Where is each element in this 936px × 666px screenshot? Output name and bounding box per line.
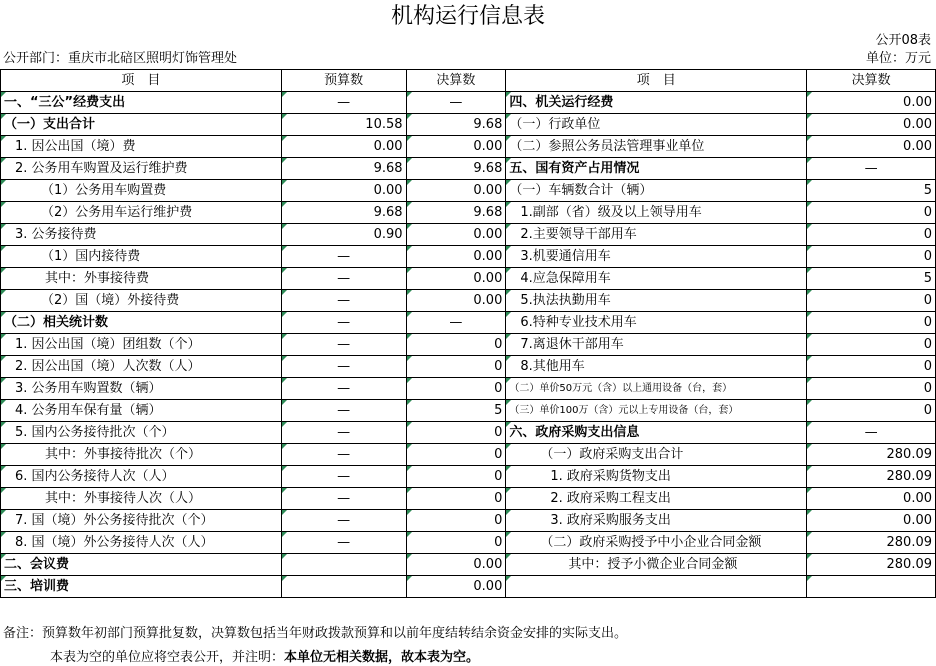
table-row xyxy=(1,268,936,290)
budget-cell: 0.00 xyxy=(281,180,406,202)
budget-cell: — xyxy=(281,268,406,290)
budget-cell: — xyxy=(281,290,406,312)
table-row xyxy=(1,488,936,510)
right-item-cell xyxy=(506,576,807,598)
right-final-cell: 0.00 xyxy=(807,488,936,510)
budget-cell: 9.68 xyxy=(281,202,406,224)
budget-cell xyxy=(281,576,406,598)
left-item-cell: 3. 公务用车购置数（辆） xyxy=(1,378,282,400)
table-row xyxy=(1,510,936,532)
right-final-cell xyxy=(807,576,936,598)
left-item-cell: 二、会议费 xyxy=(1,554,282,576)
footnote-bold: 本单位无相关数据，故本表为空。 xyxy=(284,650,480,665)
left-item-cell: （二）相关统计数 xyxy=(1,312,282,334)
final-cell: 0.00 xyxy=(406,224,506,246)
right-item-cell: 3. 政府采购服务支出 xyxy=(506,510,807,532)
right-item-cell: 4.应急保障用车 xyxy=(506,268,807,290)
right-final-cell: 0 xyxy=(807,378,936,400)
table-number: 公开08表 xyxy=(875,33,931,48)
final-cell: 0.00 xyxy=(406,554,506,576)
budget-cell: — xyxy=(281,532,406,554)
final-cell: 9.68 xyxy=(406,114,506,136)
header-right-item: 项 目 xyxy=(506,70,807,92)
table-row xyxy=(1,378,936,400)
table-row xyxy=(1,158,936,180)
final-cell: — xyxy=(406,92,506,114)
left-item-cell: 其中：外事接待批次（个） xyxy=(1,444,282,466)
budget-cell: 0.00 xyxy=(281,136,406,158)
header-right-final: 决算数 xyxy=(807,70,936,92)
budget-cell: 10.58 xyxy=(281,114,406,136)
right-final-cell: 0 xyxy=(807,202,936,224)
final-cell: 0 xyxy=(406,532,506,554)
right-final-cell: 280.09 xyxy=(807,444,936,466)
right-final-cell: 0 xyxy=(807,356,936,378)
right-item-cell: （一）政府采购支出合计 xyxy=(506,444,807,466)
left-item-cell: 其中：外事接待费 xyxy=(1,268,282,290)
right-item-cell: 6.特种专业技术用车 xyxy=(506,312,807,334)
right-final-cell: 280.09 xyxy=(807,466,936,488)
page-title: 机构运行信息表 xyxy=(390,4,545,29)
header-left-item: 项 目 xyxy=(1,70,282,92)
right-item-cell: （一）行政单位 xyxy=(506,114,807,136)
final-cell: 0.00 xyxy=(406,268,506,290)
right-item-cell: 六、政府采购支出信息 xyxy=(506,422,807,444)
final-cell: 0.00 xyxy=(406,290,506,312)
right-item-cell: 1. 政府采购货物支出 xyxy=(506,466,807,488)
right-final-cell: 5 xyxy=(807,268,936,290)
header-final: 决算数 xyxy=(406,70,506,92)
left-item-cell: 7. 国（境）外公务接待批次（个） xyxy=(1,510,282,532)
budget-cell: — xyxy=(281,444,406,466)
right-final-cell: — xyxy=(807,158,936,180)
right-final-cell: 0 xyxy=(807,400,936,422)
final-cell: 9.68 xyxy=(406,158,506,180)
right-item-cell: （二）参照公务员法管理事业单位 xyxy=(506,136,807,158)
final-cell: 0 xyxy=(406,488,506,510)
right-item-cell: 8.其他用车 xyxy=(506,356,807,378)
final-cell: 0.00 xyxy=(406,180,506,202)
right-item-cell: （一）车辆数合计（辆） xyxy=(506,180,807,202)
right-item-cell: 2. 政府采购工程支出 xyxy=(506,488,807,510)
table-row xyxy=(1,466,936,488)
left-item-cell: （2）公务用车运行维护费 xyxy=(1,202,282,224)
budget-cell: — xyxy=(281,246,406,268)
budget-cell: — xyxy=(281,510,406,532)
left-item-cell: 8. 国（境）外公务接待人次（人） xyxy=(1,532,282,554)
table-row xyxy=(1,92,936,114)
table-row xyxy=(1,444,936,466)
final-cell: 0 xyxy=(406,334,506,356)
final-cell: 0.00 xyxy=(406,136,506,158)
budget-cell: — xyxy=(281,92,406,114)
table-row xyxy=(1,136,936,158)
right-final-cell: 5 xyxy=(807,180,936,202)
table-row xyxy=(1,554,936,576)
budget-cell xyxy=(281,554,406,576)
left-item-cell: 三、培训费 xyxy=(1,576,282,598)
left-item-cell: 1. 因公出国（境）团组数（个） xyxy=(1,334,282,356)
right-final-cell: 280.09 xyxy=(807,532,936,554)
final-cell: 0.00 xyxy=(406,576,506,598)
right-item-cell: 2.主要领导干部用车 xyxy=(506,224,807,246)
right-item-cell: （二）单价50万元（含）以上通用设备（台，套） xyxy=(506,378,807,400)
right-item-cell: 1.副部（省）级及以上领导用车 xyxy=(506,202,807,224)
right-final-cell: 0.00 xyxy=(807,114,936,136)
final-cell: 0 xyxy=(406,378,506,400)
budget-cell: — xyxy=(281,356,406,378)
final-cell: 0.00 xyxy=(406,246,506,268)
left-item-cell: 3. 公务接待费 xyxy=(1,224,282,246)
right-final-cell: 0 xyxy=(807,224,936,246)
final-cell: 9.68 xyxy=(406,202,506,224)
table-row xyxy=(1,312,936,334)
budget-cell: — xyxy=(281,378,406,400)
left-item-cell: 4. 公务用车保有量（辆） xyxy=(1,400,282,422)
right-final-cell: 0 xyxy=(807,246,936,268)
right-item-cell: 5.执法执勤用车 xyxy=(506,290,807,312)
header-budget: 预算数 xyxy=(281,70,406,92)
right-item-cell: 五、国有资产占用情况 xyxy=(506,158,807,180)
left-item-cell: （一）支出合计 xyxy=(1,114,282,136)
right-final-cell: 0 xyxy=(807,312,936,334)
table-row xyxy=(1,180,936,202)
table-row xyxy=(1,202,936,224)
left-item-cell: （1）公务用车购置费 xyxy=(1,180,282,202)
table-row xyxy=(1,400,936,422)
department-label: 公开部门：重庆市北碚区照明灯饰管理处 xyxy=(3,51,238,66)
right-final-cell: 0 xyxy=(807,290,936,312)
left-item-cell: 2. 公务用车购置及运行维护费 xyxy=(1,158,282,180)
right-item-cell: 7.离退休干部用车 xyxy=(506,334,807,356)
final-cell: 0 xyxy=(406,444,506,466)
info-table xyxy=(0,69,936,598)
footnote-remark: 备注：预算数年初部门预算批复数，决算数包括当年财政拨款预算和以前年度结转结余资金安排的实际支出。 xyxy=(3,626,628,641)
footnote-prefix: 本表为空的单位应将空表公开，并注明： xyxy=(50,650,285,665)
budget-cell: — xyxy=(281,334,406,356)
table-row xyxy=(1,576,936,598)
left-item-cell: 其中：外事接待人次（人） xyxy=(1,488,282,510)
final-cell: — xyxy=(406,312,506,334)
right-final-cell: — xyxy=(807,422,936,444)
table-row xyxy=(1,290,936,312)
right-final-cell: 0.00 xyxy=(807,510,936,532)
right-item-cell: 四、机关运行经费 xyxy=(506,92,807,114)
right-final-cell: 0 xyxy=(807,334,936,356)
final-cell: 0 xyxy=(406,422,506,444)
table-row xyxy=(1,532,936,554)
right-item-cell: （三）单价100万（含）元以上专用设备（台，套） xyxy=(506,400,807,422)
right-final-cell: 0.00 xyxy=(807,92,936,114)
left-item-cell: 5. 国内公务接待批次（个） xyxy=(1,422,282,444)
final-cell: 0 xyxy=(406,510,506,532)
left-item-cell: 一、“三公”经费支出 xyxy=(1,92,282,114)
left-item-cell: 2. 因公出国（境）人次数（人） xyxy=(1,356,282,378)
table-row xyxy=(1,334,936,356)
final-cell: 0 xyxy=(406,356,506,378)
header-row xyxy=(1,70,936,92)
budget-cell: — xyxy=(281,312,406,334)
budget-cell: — xyxy=(281,488,406,510)
table-row xyxy=(1,356,936,378)
left-item-cell: （1）国内接待费 xyxy=(1,246,282,268)
budget-cell: — xyxy=(281,400,406,422)
right-final-cell: 0.00 xyxy=(807,136,936,158)
left-item-cell: 1. 因公出国（境）费 xyxy=(1,136,282,158)
table-row xyxy=(1,246,936,268)
left-item-cell: （2）国（境）外接待费 xyxy=(1,290,282,312)
right-final-cell: 280.09 xyxy=(807,554,936,576)
table-row xyxy=(1,224,936,246)
final-cell: 5 xyxy=(406,400,506,422)
budget-cell: 9.68 xyxy=(281,158,406,180)
right-item-cell: 3.机要通信用车 xyxy=(506,246,807,268)
budget-cell: — xyxy=(281,422,406,444)
budget-cell: — xyxy=(281,466,406,488)
table-row xyxy=(1,422,936,444)
left-item-cell: 6. 国内公务接待人次（人） xyxy=(1,466,282,488)
unit-label: 单位：万元 xyxy=(865,51,931,66)
footnote-empty-table xyxy=(50,646,479,665)
final-cell: 0 xyxy=(406,466,506,488)
table-row xyxy=(1,114,936,136)
right-item-cell: 其中：授予小微企业合同金额 xyxy=(506,554,807,576)
right-item-cell: （二）政府采购授予中小企业合同金额 xyxy=(506,532,807,554)
budget-cell: 0.90 xyxy=(281,224,406,246)
